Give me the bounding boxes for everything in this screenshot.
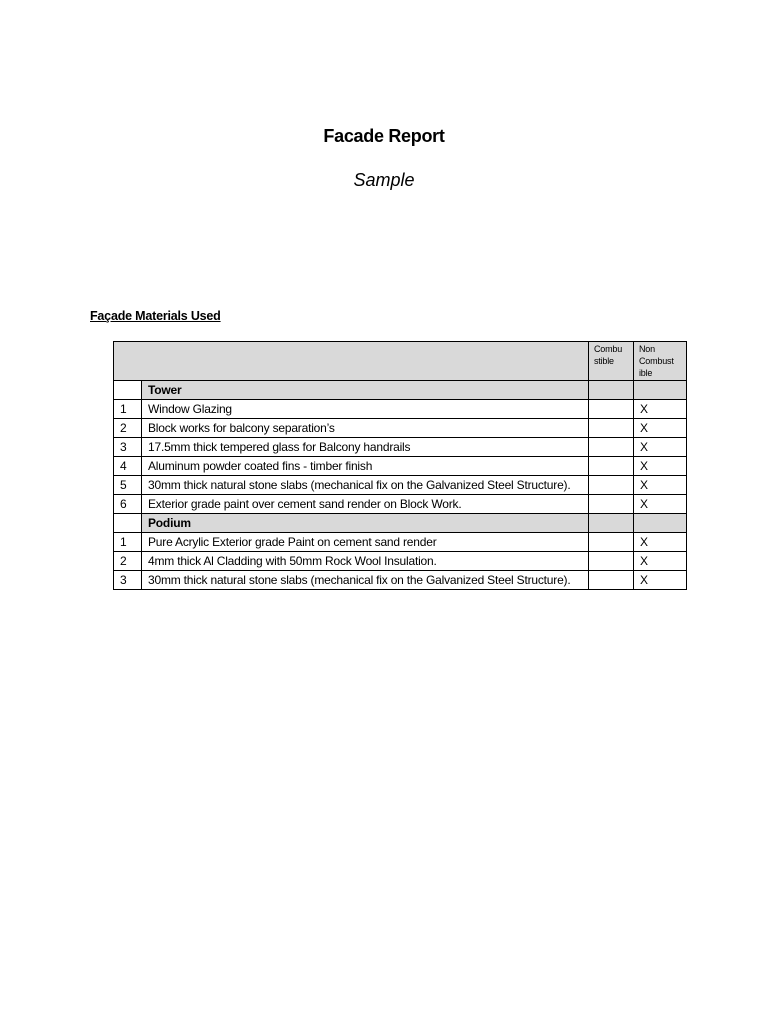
row-non-combustible: X: [634, 457, 687, 476]
row-description: Block works for balcony separation’s: [142, 419, 589, 438]
row-description: Pure Acrylic Exterior grade Paint on cement sand render: [142, 533, 589, 552]
row-number: 2: [114, 419, 142, 438]
row-non-combustible: X: [634, 419, 687, 438]
section-heading: Façade Materials Used: [90, 309, 221, 323]
section-combustible-cell: [589, 381, 634, 400]
row-combustible: [589, 476, 634, 495]
section-row: [114, 381, 687, 400]
row-combustible: [589, 457, 634, 476]
section-non-combustible-cell: [634, 381, 687, 400]
row-non-combustible: X: [634, 476, 687, 495]
page-subtitle: Sample: [353, 170, 415, 190]
row-combustible: [589, 438, 634, 457]
row-combustible: [589, 495, 634, 514]
header-non-combustible: Non Combust ible: [634, 342, 687, 381]
table-row: [114, 533, 687, 552]
table-row: [114, 400, 687, 419]
header-blank-cell: [114, 342, 589, 381]
section-number-cell: [114, 514, 142, 533]
table-row: [114, 457, 687, 476]
row-non-combustible: X: [634, 571, 687, 590]
row-non-combustible: X: [634, 438, 687, 457]
section-name: Podium: [142, 514, 589, 533]
section-number-cell: [114, 381, 142, 400]
table-row: [114, 495, 687, 514]
section-name: Tower: [142, 381, 589, 400]
table-row: [114, 476, 687, 495]
row-description: Exterior grade paint over cement sand render on Block Work.: [142, 495, 589, 514]
row-number: 1: [114, 533, 142, 552]
row-number: 1: [114, 400, 142, 419]
row-number: 3: [114, 571, 142, 590]
page-title: Facade Report: [323, 126, 445, 146]
row-description: 30mm thick natural stone slabs (mechanical fix on the Galvanized Steel Structure).: [142, 476, 589, 495]
section-row: [114, 514, 687, 533]
row-description: 4mm thick Al Cladding with 50mm Rock Wool Insulation.: [142, 552, 589, 571]
table-row: [114, 438, 687, 457]
row-description: 17.5mm thick tempered glass for Balcony handrails: [142, 438, 589, 457]
section-combustible-cell: [589, 514, 634, 533]
row-number: 6: [114, 495, 142, 514]
row-description: 30mm thick natural stone slabs (mechanical fix on the Galvanized Steel Structure).: [142, 571, 589, 590]
section-non-combustible-cell: [634, 514, 687, 533]
row-combustible: [589, 533, 634, 552]
row-number: 4: [114, 457, 142, 476]
header-combustible: Combu stible: [589, 342, 634, 381]
row-description: Aluminum powder coated fins - timber finish: [142, 457, 589, 476]
row-combustible: [589, 571, 634, 590]
row-number: 2: [114, 552, 142, 571]
table-header-row: [114, 342, 687, 381]
row-non-combustible: X: [634, 533, 687, 552]
row-non-combustible: X: [634, 552, 687, 571]
row-non-combustible: X: [634, 400, 687, 419]
row-number: 3: [114, 438, 142, 457]
row-non-combustible: X: [634, 495, 687, 514]
table-row: [114, 571, 687, 590]
row-combustible: [589, 552, 634, 571]
row-number: 5: [114, 476, 142, 495]
row-combustible: [589, 419, 634, 438]
row-description: Window Glazing: [142, 400, 589, 419]
table-row: [114, 419, 687, 438]
table-row: [114, 552, 687, 571]
row-combustible: [589, 400, 634, 419]
materials-table: [113, 341, 687, 590]
